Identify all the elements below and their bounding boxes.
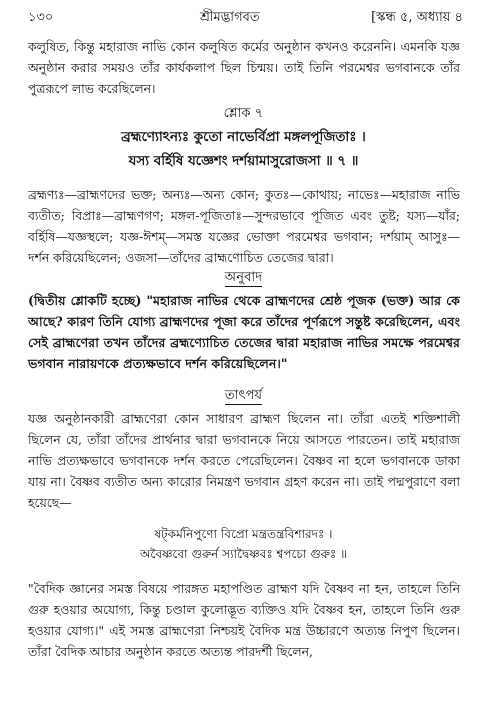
synonyms-paragraph: ব্রহ্মণ্যঃ—ব্রাহ্মণদের ভক্ত; অন্যঃ—অন্য কোন; কুতঃ—কোথায়; নাভেঃ—মহারাজ নাভি ব্যতীত; বিপ্রাঃ—ব্রাহ্মণগণ; মঙ্গল-পূজিতাঃ—সুন্দরভাবে পূজিত এবং তুষ্ট; যস্য—যাঁর; বর্হিষি—যজ্ঞস্থলে; যজ্ঞ-ঈশম্—সমস্ত যজ্ঞের ভোক্তা পরমেশ্বর ভগবান; দর্শয়াম্ আসুঃ—দর্শন করিয়েছিলেন; ওজসা—তাঁদের ব্রাহ্মণোচিত তেজের দ্বারা। <box>28 187 460 265</box>
purport-quote-paragraph: "বৈদিক জ্ঞানের সমস্ত বিষয়ে পারঙ্গত মহাপণ্ডিত ব্রাহ্মণ যদি বৈষ্ণব না হন, তাহলে তিনি গুরু হওয়ার অযোগ্য, কিন্তু চণ্ডাল কুলোদ্ভূত ব্যক্তিও যদি বৈষ্ণব হন, তাহলে তিনি গুরু হওয়ার যোগ্য।" এই সমস্ত ব্রাহ্মণেরা নিশ্চয়ই বৈদিক মন্ত্র উচ্চারণে অত্যন্ত নিপুণ ছিলেন। তাঁরা বৈদিক আচার অনুষ্ঠান করতে অত্যন্ত পারদর্শী ছিলেন, <box>28 581 460 659</box>
verse-line-2: যস্য বর্হিষি যজ্ঞেশং দর্শয়ামাসুরোজসা ॥ ৭ ॥ <box>128 153 359 169</box>
intro-paragraph: কলুষিত, কিন্তু মহারাজ নাভি কোন কলুষিত কর্মের অনুষ্ঠান কখনও করেননি। এমনকি যজ্ঞ অনুষ্ঠান করার সময়ও তাঁর কার্যকলাপ ছিল চিন্ময়। তাই তিনি পরমেশ্বর ভগবানকে তাঁর পুত্ররূপে লাভ করেছিলেন। <box>28 39 460 96</box>
purport-sloka-line-1: ষট্‌কর্মনিপুণো বিপ্রো মন্ত্রতন্ত্রবিশারদঃ । <box>154 527 333 541</box>
purport-paragraph: যজ্ঞ অনুষ্ঠানকারী ব্রাহ্মণেরা কোন সাধারণ ব্রাহ্মণ ছিলেন না। তাঁরা এতই শক্তিশালী ছিলেন যে, তাঁরা তাঁদের প্রার্থনার দ্বারা ভগবানকে নিয়ে আসতে পারতেন। তাই মহারাজ নাভি প্রত্যক্ষভাবে ভগবানকে দর্শন করতে পেরেছিলেন। বৈষ্ণব না হলে ভগবানকে ডাকা যায় না। বৈষ্ণব ব্যতীত অন্য কারোর নিমন্ত্রণ ভগবান গ্রহণ করেন না। তাই পদ্মপুরাণে বলা হয়েছে— <box>28 411 460 510</box>
book-title: শ্রীমদ্ভাগবত <box>200 10 260 25</box>
page-number: ১৩০ <box>28 10 54 25</box>
verse-line-1: ব্রহ্মণ্যোঽন্যঃ কুতো নাভের্বিপ্রা মঙ্গলপূজিতাঃ । <box>121 129 366 145</box>
verse-label: শ্লোক ৭ <box>223 106 264 121</box>
translation-text: (দ্বিতীয় শ্লোকটি হচ্ছে) "মহারাজ নাভির থেকে ব্রাহ্মণদের শ্রেষ্ঠ পূজক (ভক্ত) আর কে আছে? কারণ তিনি যোগ্য ব্রাহ্মণদের পূজা করে তাঁদের পূর্ণরূপে সন্তুষ্ট করেছিলেন, এবং সেই ব্রাহ্মণেরা তখন তাঁদের ব্রহ্মণ্যোচিত তেজের দ্বারা মহারাজ নাভির সমক্ষে পরমেশ্বর ভগবান নারায়ণকে প্রত্যক্ষভাবে দর্শন করিয়েছিলেন।" <box>28 293 460 371</box>
section-header: [স্কন্ধ ৫, অধ্যায় ৪ <box>371 10 463 25</box>
purport-sloka-line-2: অবৈষ্ণবো গুরুর্ন স্যাদ্বৈষ্ণবঃ শ্বপচো গুরুঃ ॥ <box>140 547 347 561</box>
purport-heading: তাৎপর্য <box>224 388 263 403</box>
translation-heading: অনুবাদ <box>224 270 263 285</box>
translation-heading-wrap <box>0 268 487 288</box>
purport-heading-wrap <box>0 386 487 406</box>
